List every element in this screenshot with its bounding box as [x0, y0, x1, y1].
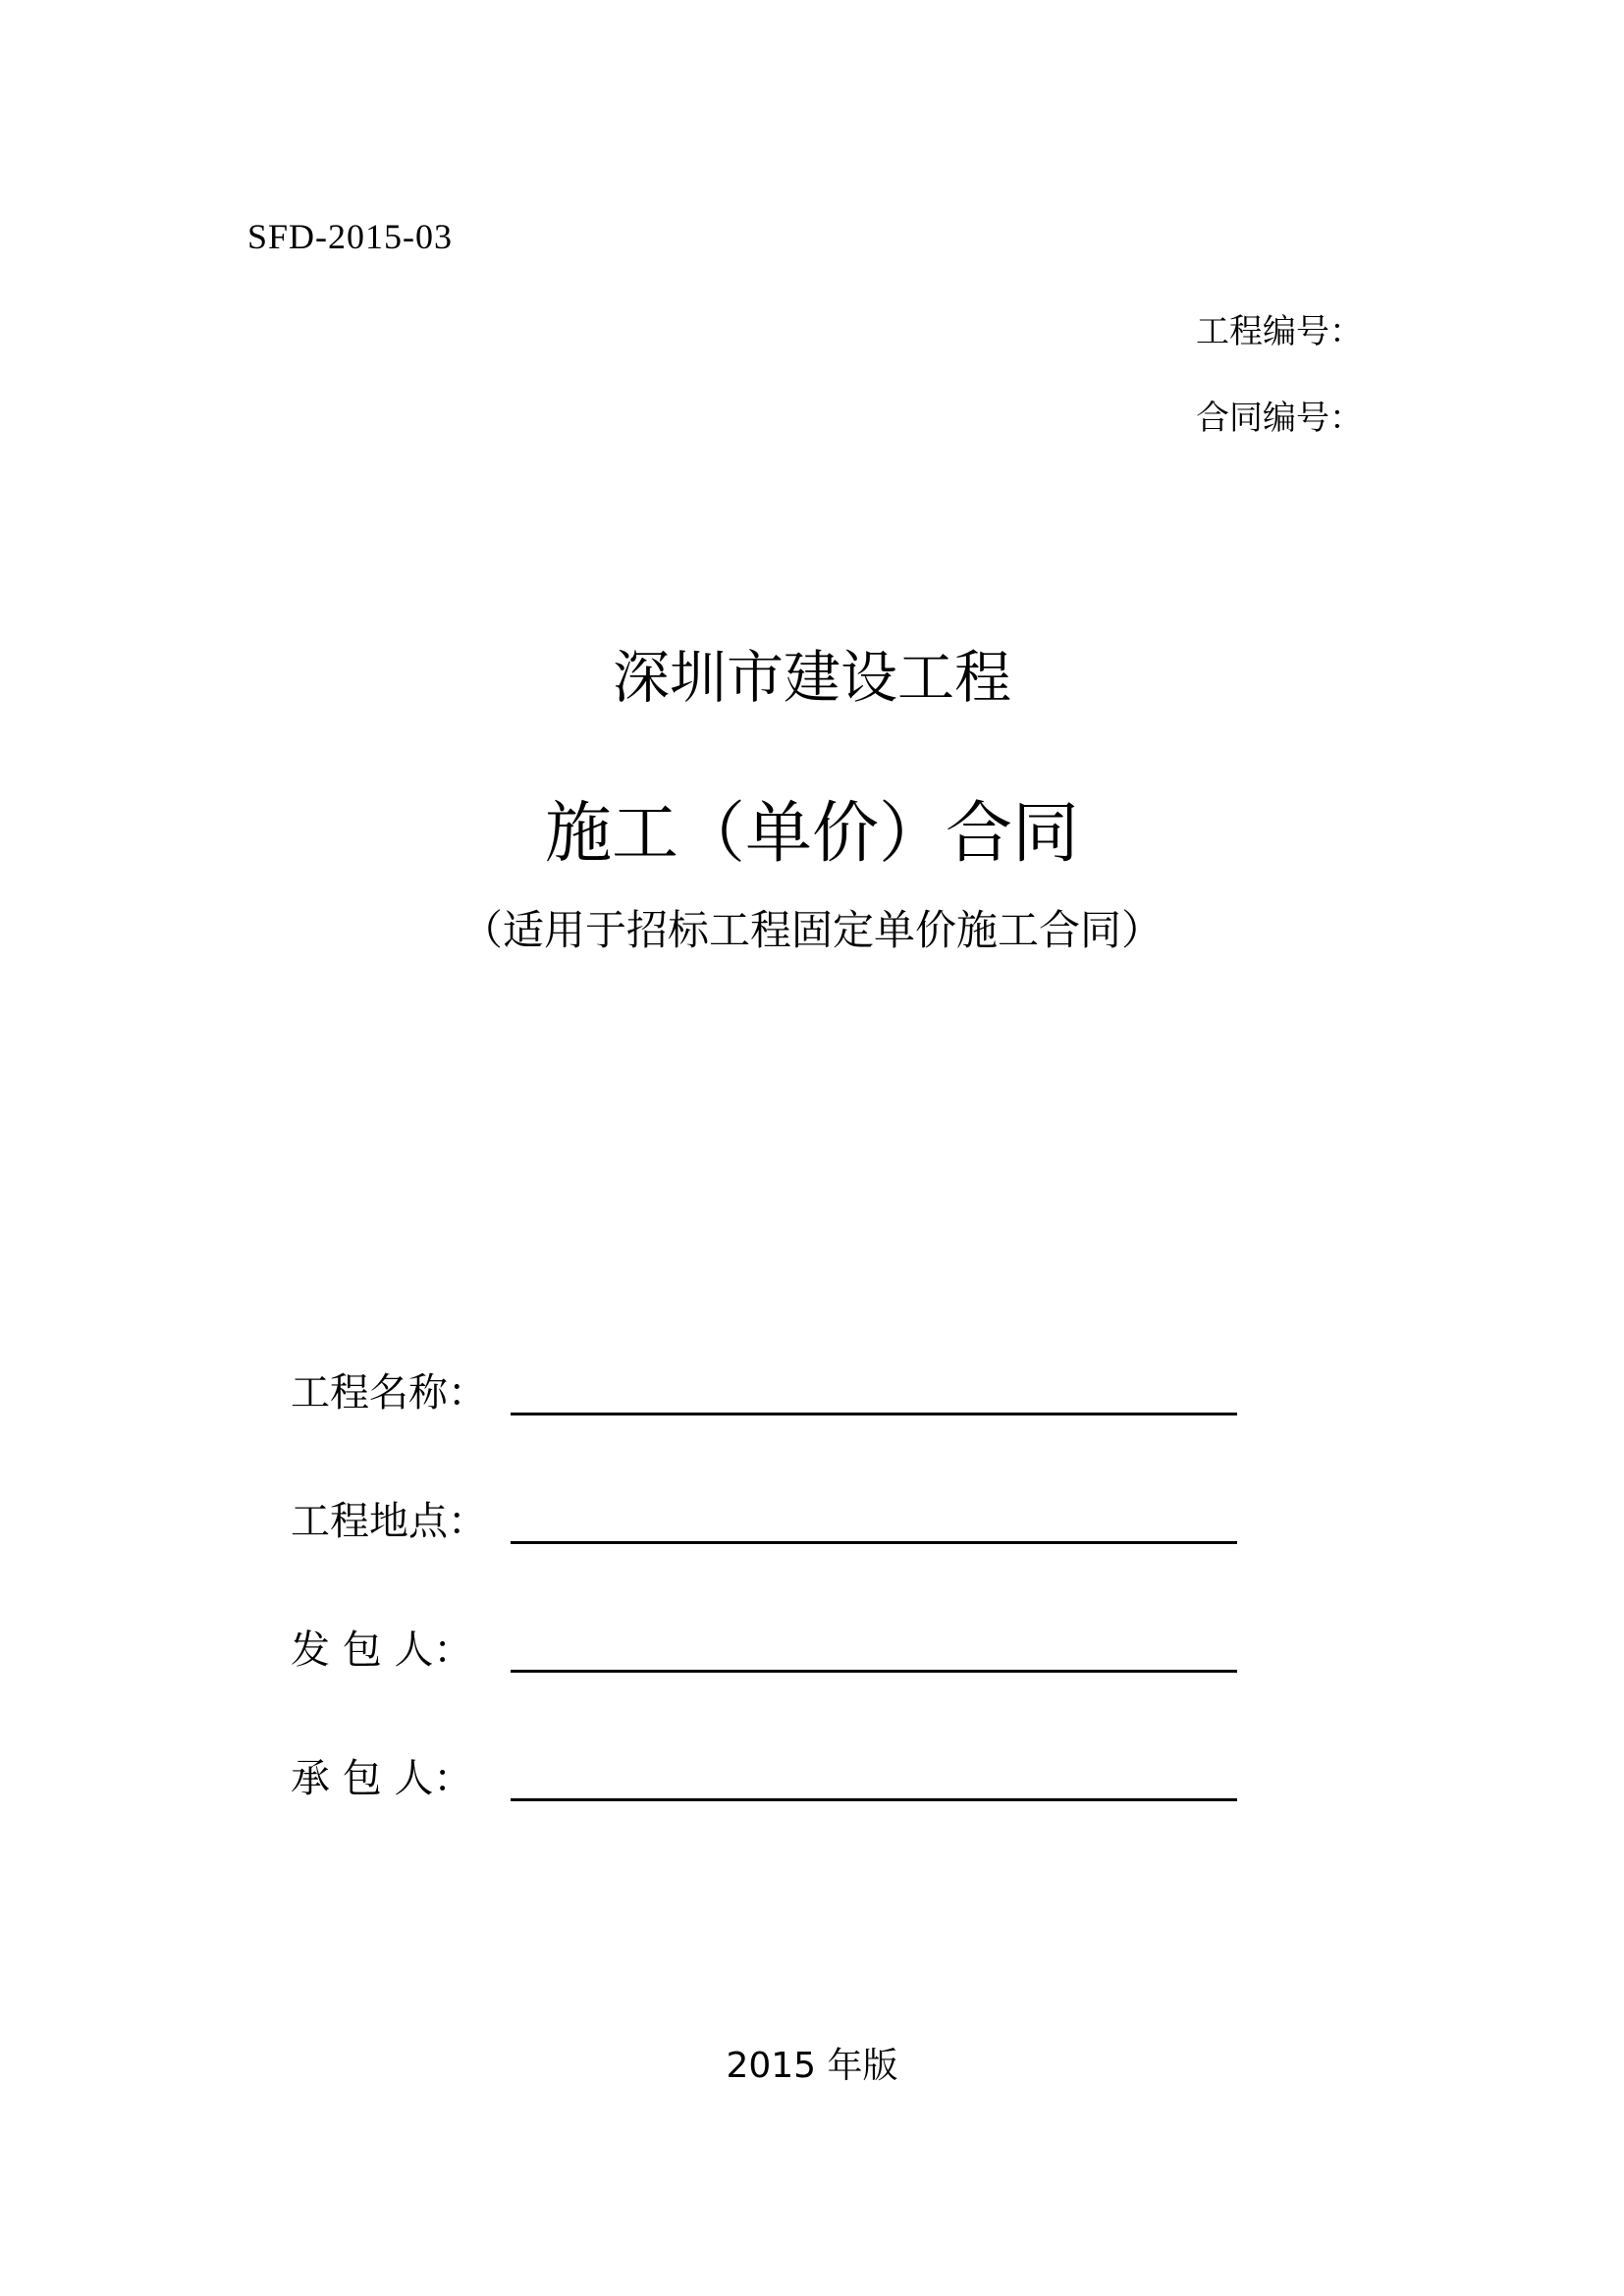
field-contractor [291, 1748, 1237, 1807]
document-code: SFD-2015-03 [247, 217, 454, 256]
title-line-1: 深圳市建设工程 [612, 644, 1011, 711]
field-project-location [291, 1491, 1237, 1550]
edition-year: 2015 年版 [726, 2046, 898, 2086]
field-project-name [291, 1362, 1237, 1421]
project-number-label: 工程编号： [1196, 312, 1363, 351]
field-blank-line [511, 1798, 1237, 1801]
field-label: 工程名称： [291, 1370, 487, 1415]
field-blank-line [511, 1541, 1237, 1544]
field-label: 发 包 人： [291, 1628, 473, 1673]
field-label: 承 包 人： [291, 1756, 473, 1801]
title-subtitle: （适用于招标工程固定单价施工合同） [460, 906, 1163, 954]
field-label: 工程地点： [291, 1499, 487, 1544]
contract-number-label: 合同编号： [1196, 399, 1363, 438]
field-blank-line [511, 1413, 1237, 1415]
field-blank-line [511, 1670, 1237, 1673]
field-employer [291, 1620, 1237, 1679]
title-line-2: 施工（单价）合同 [544, 795, 1079, 873]
